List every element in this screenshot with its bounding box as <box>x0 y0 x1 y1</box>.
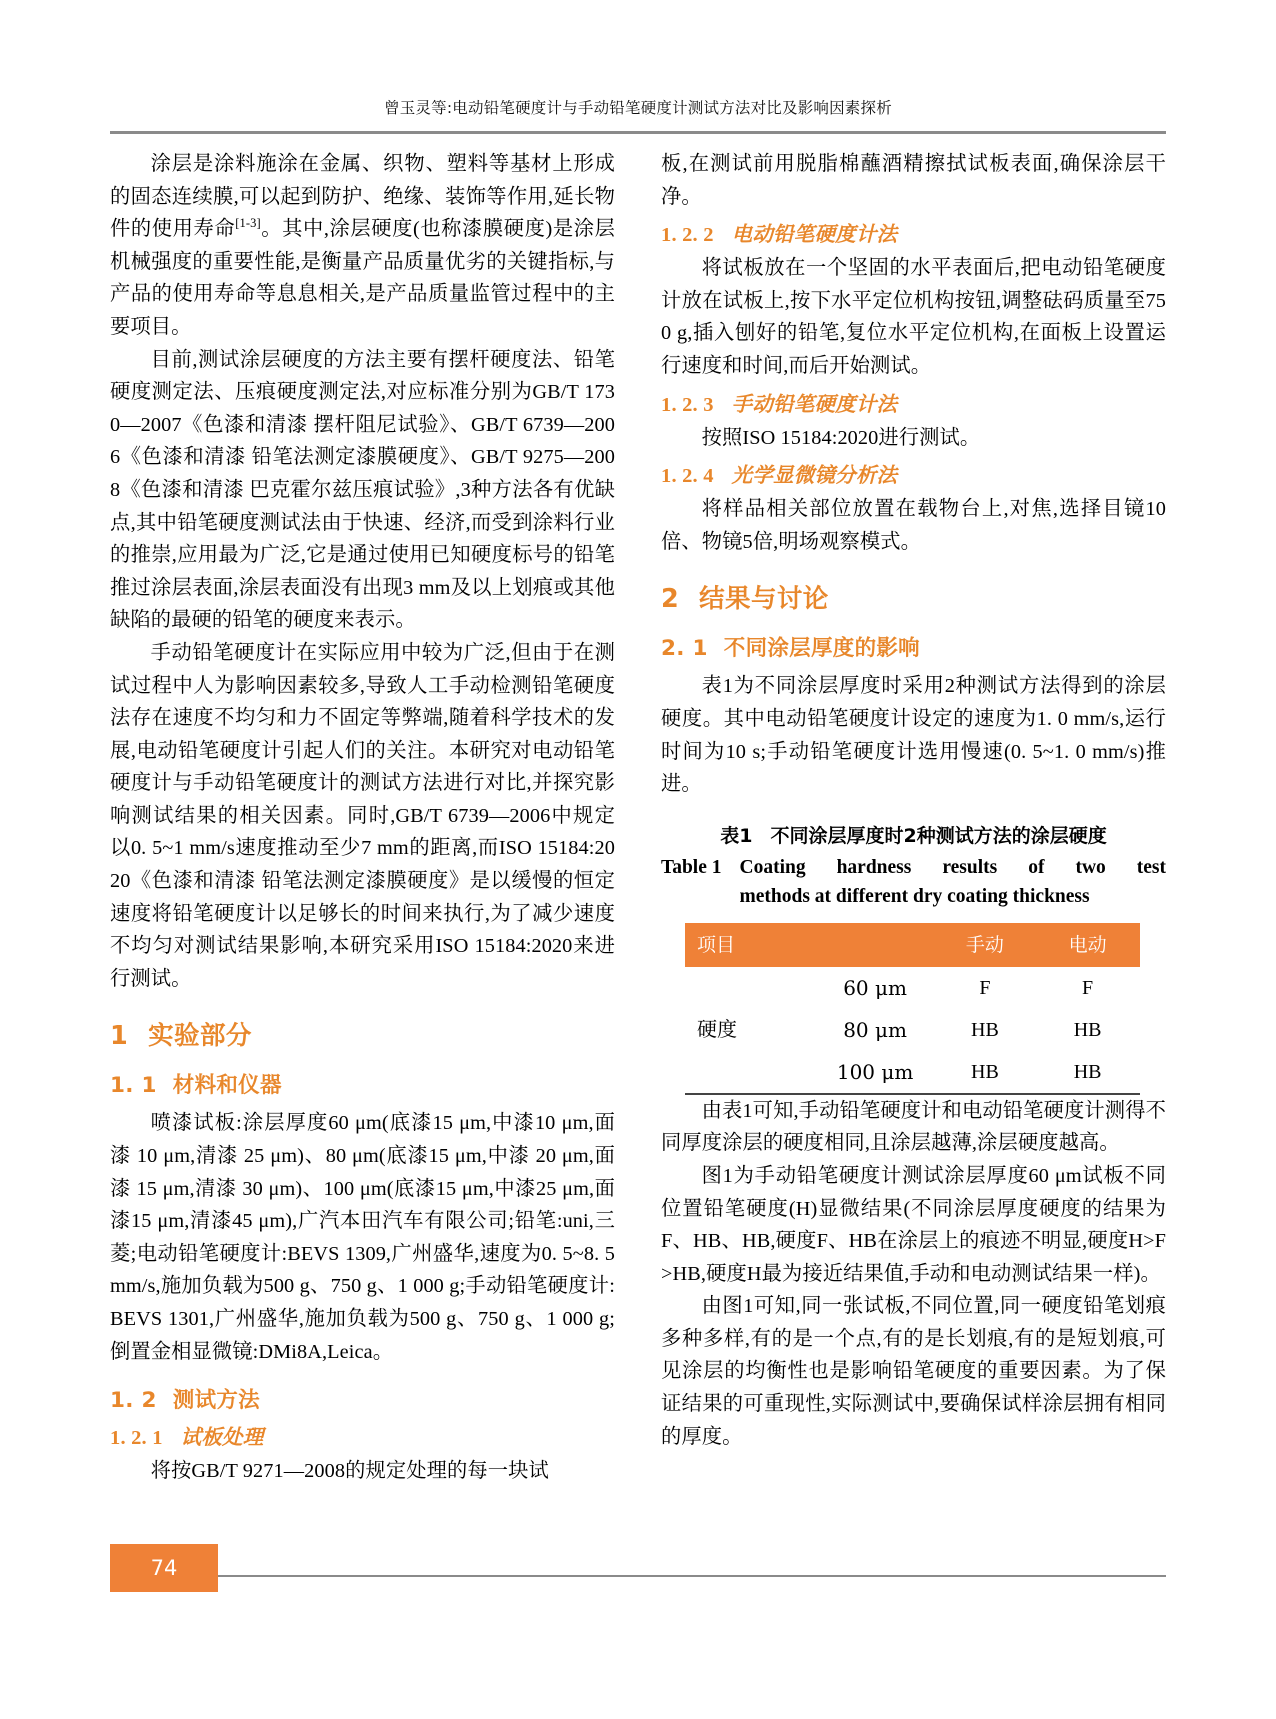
table-cell-electric: HB <box>1073 1018 1102 1041</box>
table-1-caption-cn <box>661 821 1166 851</box>
heading-section-1-2-2-title: 电动铅笔硬度计法 <box>731 222 898 247</box>
heading-section-1-1 <box>110 1071 615 1101</box>
table-cell-manual: HB <box>971 1018 999 1041</box>
left-column <box>110 148 615 1528</box>
table-1-title-en-line1: Coating hardness results of two test <box>739 856 1166 878</box>
heading-section-2-1-title: 不同涂层厚度的影响 <box>723 636 920 662</box>
table-1 <box>685 923 1140 1095</box>
footer-rule <box>110 1575 1166 1577</box>
table-1-title-en <box>740 853 1166 911</box>
table-1-caption-en <box>661 853 1166 911</box>
paragraph-intro-part2: 。其中,涂层硬度(也称漆膜硬度)是涂层机械强度的重要性能,是衡量产品质量优劣的关键指标,与产品的使用寿命等息息相关,是产品质量监管过程中的主要项目。 <box>110 218 615 338</box>
table-1-label-cn: 表1 <box>720 824 753 847</box>
heading-section-2-1-number: 2. 1 <box>661 636 708 662</box>
paragraph-manual-tester: 手动铅笔硬度计在实际应用中较为广泛,但由于在测试过程中人为影响因素较多,导致人工手动检测铅笔硬度法存在速度不均匀和力不固定等弊端,随着科学技术的发展,电动铅笔硬度计引起人们的关注。本研究对电动铅笔硬度计与手动铅笔硬度计的测试方法进行对比,并探究影响测试结果的相关因素。同时,GB/T 6739—2006中规定以0. 5~1 mm/s速度推动至少7 mm的距离,而ISO 15184:2020《色漆和清漆 铅笔法测定漆膜硬度》是以缓慢的恒定速度将铅笔硬度计以足够长的时间来执行,为了减少速度不均匀对测试结果影响,本研究采用ISO 15184:2020来进行测试。 <box>110 641 615 990</box>
heading-section-1-2-2-number: 1. 2. 2 <box>661 224 714 247</box>
paragraph-thickness-intro: 表1为不同涂层厚度时采用2种测试方法得到的涂层硬度。其中电动铅笔硬度计设定的速度为1. 0 mm/s,运行时间为10 s;手动铅笔硬度计选用慢速(0. 5~1. 0 mm/s)推进。 <box>661 675 1166 796</box>
table-cell-manual: HB <box>935 1051 1036 1094</box>
heading-section-1-number: 1 <box>110 1021 129 1052</box>
page-number: 74 <box>110 1544 218 1592</box>
heading-section-1-2-3-title: 手动铅笔硬度计法 <box>731 391 898 416</box>
heading-section-1-2-number: 1. 2 <box>110 1388 157 1414</box>
running-head: 曾玉灵等:电动铅笔硬度计与手动铅笔硬度计测试方法对比及影响因素探析 <box>384 99 892 117</box>
heading-section-1-1-number: 1. 1 <box>110 1073 157 1099</box>
table-1-head <box>685 923 1140 967</box>
heading-section-2-1 <box>661 634 1166 664</box>
paragraph-panel-prep: 将按GB/T 9271—2008的规定处理的每一块试 <box>150 1460 549 1483</box>
citation-ref: [1-3] <box>235 216 261 231</box>
table-cell-manual: F <box>979 976 991 999</box>
paragraph-methods-overview: 目前,测试涂层硬度的方法主要有摆杆硬度法、铅笔硬度测定法、压痕硬度测定法,对应标准分别为GB/T 1730—2007《色漆和清漆 摆杆阻尼试验》、GB/T 6739—2006《色漆和清漆 铅笔法测定漆膜硬度》、GB/T 9275—2008《色漆和清漆 巴克霍尔兹压痕试验》,3种方法各有优缺点,其中铅笔硬度测试法由于快速、经济,而受到涂料行业的推崇,应用最为广泛,它是通过使用已知硬度标号的铅笔推过涂层表面,涂层表面没有出现3 mm及以上划痕或其他缺陷的最硬的铅笔的硬度来表示。 <box>110 348 615 632</box>
heading-section-1-2 <box>110 1386 615 1416</box>
heading-section-1-1-title: 材料和仪器 <box>172 1073 282 1099</box>
heading-section-1-2-title: 测试方法 <box>172 1388 260 1414</box>
table-1-title-cn: 不同涂层厚度时2种测试方法的涂层硬度 <box>770 824 1107 847</box>
heading-section-2-number: 2 <box>661 584 680 615</box>
table-col-header-manual: 手动 <box>935 923 1036 967</box>
table-cell-label <box>685 1051 816 1094</box>
table-row <box>685 1051 1140 1094</box>
heading-section-1-2-3-number: 1. 2. 3 <box>661 393 714 416</box>
table-row <box>685 1009 1140 1051</box>
heading-section-1-title: 实验部分 <box>148 1021 252 1052</box>
heading-section-1-2-4-title: 光学显微镜分析法 <box>731 463 898 488</box>
paragraph-manual-method: 按照ISO 15184:2020进行测试。 <box>701 426 981 449</box>
two-column-body <box>110 148 1166 1528</box>
heading-section-1-2-3 <box>661 389 1166 420</box>
heading-section-1-2-2 <box>661 219 1166 250</box>
paragraph-intro <box>110 148 615 344</box>
paragraph-figure-discussion: 由图1可知,同一张试板,不同位置,同一硬度铅笔划痕多种多样,有的是一个点,有的是长划痕,有的是短划痕,可见涂层的均衡性也是影响铅笔硬度的重要因素。为了保证结果的可重现性,实际测试中,要确保试样涂层拥有相同的厚度。 <box>661 1295 1166 1448</box>
table-cell-label: 硬度 <box>697 1018 737 1041</box>
table-1-label-en: Table 1 <box>661 856 722 878</box>
paragraph-materials: 喷漆试板:涂层厚度60 μm(底漆15 μm,中漆10 μm,面漆 10 μm,清漆 25 μm)、80 μm(底漆15 μm,中漆 20 μm,面漆 15 μm,清漆 30 μm)、100 μm(底漆15 μm,中漆25 μm,面漆15 μm,清漆45 μm),广汽本田汽车有限公司;铅笔:uni,三菱;电动铅笔硬度计:BEVS 1309,广州盛华,速度为0. 5~8. 5 mm/s,施加负载为500 g、750 g、1 000 g;手动铅笔硬度计:BEVS 1301,广州盛华,施加负载为500 g、750 g、1 000 g;倒置金相显微镜:DMi8A,Leica。 <box>110 1112 615 1363</box>
right-column <box>661 148 1166 1528</box>
paragraph-table-discussion: 由表1可知,手动铅笔硬度计和电动铅笔硬度计测得不同厚度涂层的硬度相同,且涂层越薄,涂层硬度越高。 <box>661 1099 1166 1155</box>
heading-section-1 <box>110 1019 615 1053</box>
table-cell-electric: HB <box>1035 1051 1140 1094</box>
paragraph-electric-method: 将试板放在一个坚固的水平表面后,把电动铅笔硬度计放在试板上,按下水平定位机构按钮,调整砝码质量至750 g,插入刨好的铅笔,复位水平定位机构,在面板上设置运行速度和时间,而后开始测试。 <box>661 257 1166 377</box>
heading-section-1-2-1-title: 试板处理 <box>180 1425 264 1450</box>
table-cell-thickness: 100 μm <box>816 1051 935 1094</box>
table-col-header-electric: 电动 <box>1035 923 1140 967</box>
header-rule <box>110 131 1166 134</box>
heading-section-2 <box>661 582 1166 616</box>
table-cell-thickness: 60 μm <box>843 975 907 1000</box>
table-cell-label <box>685 967 816 1009</box>
heading-section-1-2-4-number: 1. 2. 4 <box>661 465 714 488</box>
table-1-block <box>661 821 1166 1095</box>
table-cell-electric: F <box>1082 976 1094 999</box>
heading-section-1-2-1-number: 1. 2. 1 <box>110 1427 163 1450</box>
heading-section-2-title: 结果与讨论 <box>699 584 829 615</box>
table-col-header-item: 项目 <box>685 923 816 967</box>
table-header-row <box>685 923 1140 967</box>
heading-section-1-2-1 <box>110 1422 615 1453</box>
paragraph-figure-intro: 图1为手动铅笔硬度计测试涂层厚度60 μm试板不同位置铅笔硬度(H)显微结果(不同涂层厚度硬度的结果为F、HB、HB,硬度F、HB在涂层上的痕迹不明显,硬度H>F>HB,硬度H最为接近结果值,手动和电动测试结果一样)。 <box>661 1164 1166 1285</box>
paragraph-panel-prep-cont: 板,在测试前用脱脂棉蘸酒精擦拭试板表面,确保涂层干净。 <box>661 153 1166 208</box>
table-row <box>685 967 1140 1009</box>
heading-section-1-2-4 <box>661 460 1166 491</box>
table-cell-thickness: 80 μm <box>843 1017 907 1042</box>
paragraph-microscope-method: 将样品相关部位放置在载物台上,对焦,选择目镜10倍、物镜5倍,明场观察模式。 <box>661 498 1166 553</box>
table-1-body <box>685 967 1140 1094</box>
table-col-header-thickness <box>816 923 935 967</box>
table-1-title-en-line2: methods at different dry coating thickness <box>739 885 1090 907</box>
paragraph-intro-part1: 涂层是涂料施涂在金属、织物、塑料等基材上形成的固态连续膜,可以起到防护、绝缘、装饰等作用,延长物件的使用寿命 <box>110 153 615 241</box>
